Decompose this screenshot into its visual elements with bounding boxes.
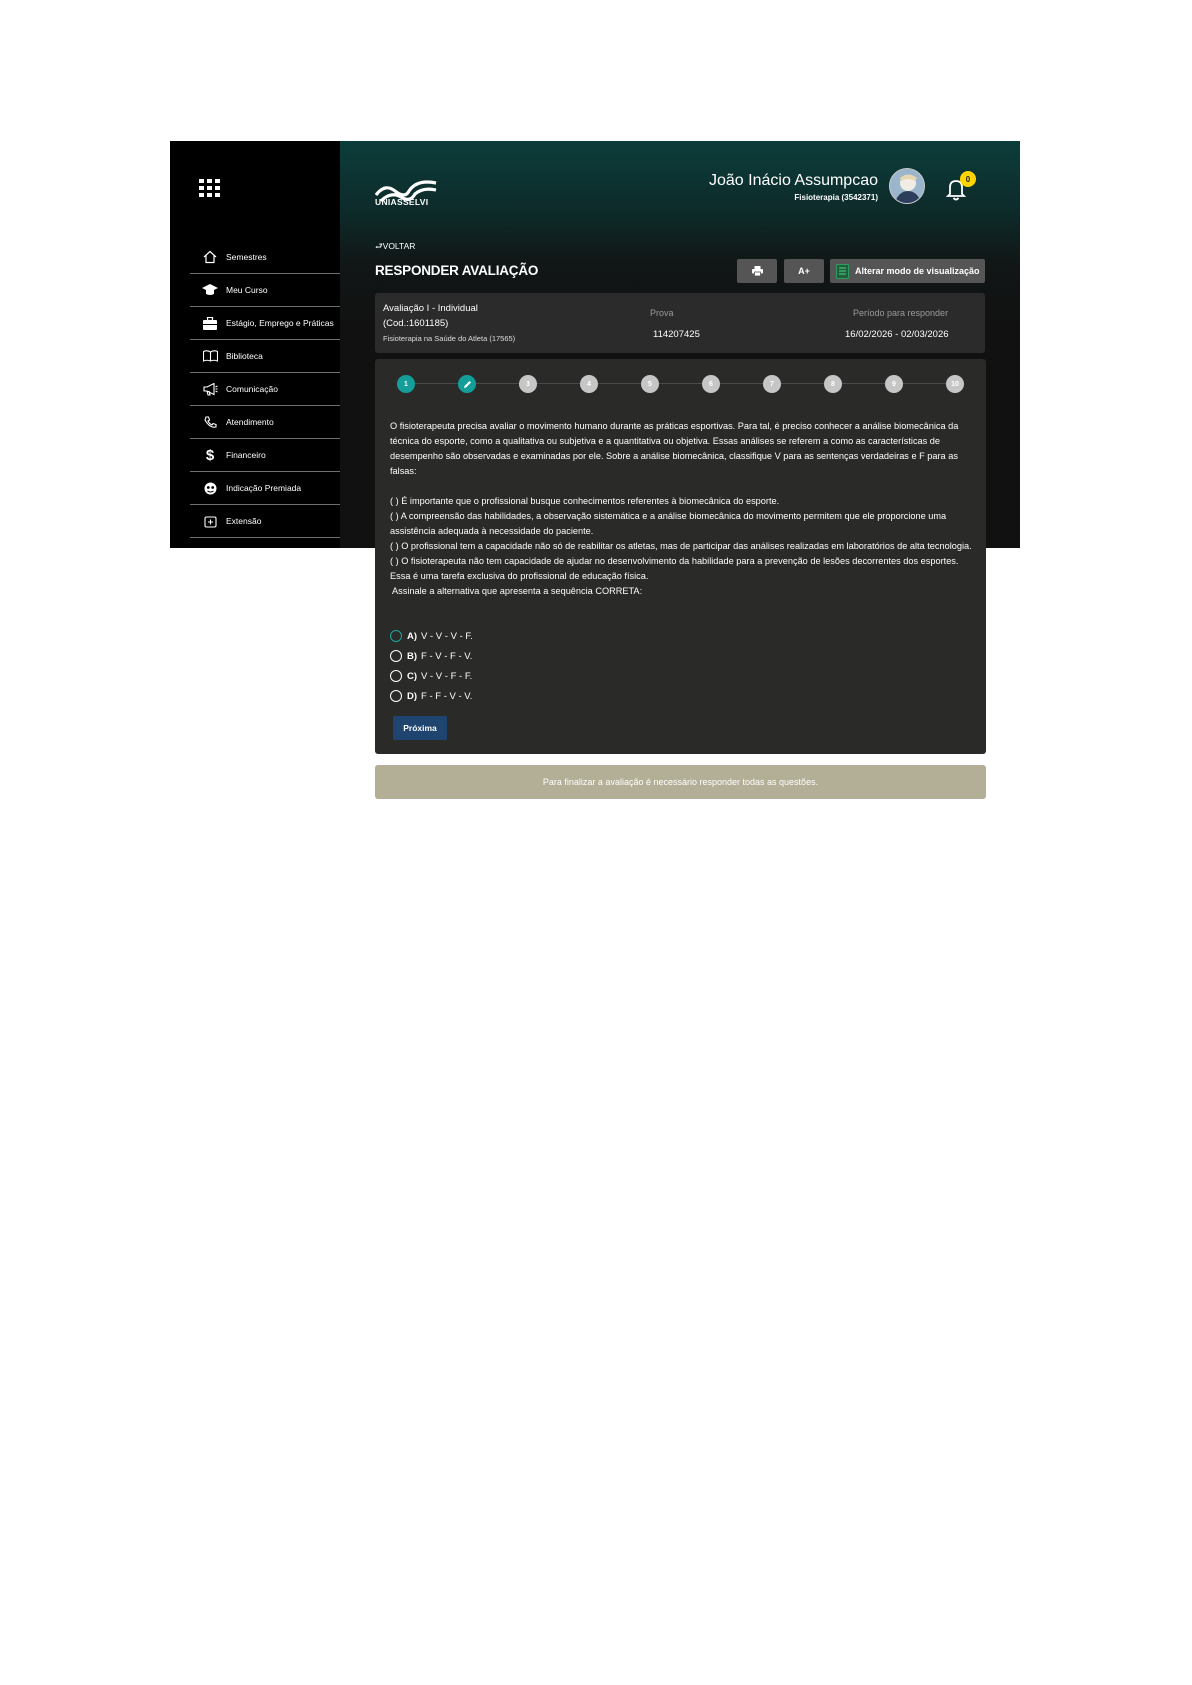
document-view-icon bbox=[836, 264, 849, 279]
referral-icon bbox=[202, 480, 218, 496]
step-5[interactable]: 5 bbox=[641, 375, 659, 393]
periodo-value: 16/02/2026 - 02/03/2026 bbox=[845, 329, 949, 340]
sidebar-item-label: Extensão bbox=[226, 516, 262, 526]
option-b[interactable]: B) F - V - F - V. bbox=[390, 646, 473, 666]
sidebar-item-label: Financeiro bbox=[226, 450, 266, 460]
sidebar-nav bbox=[190, 241, 341, 538]
page-title: RESPONDER AVALIAÇÃO bbox=[375, 263, 539, 278]
next-button[interactable]: Próxima bbox=[393, 716, 447, 740]
printer-icon bbox=[752, 266, 763, 276]
pencil-icon bbox=[463, 380, 472, 389]
sidebar-item-label: Comunicação bbox=[226, 384, 278, 394]
brand-name: UNIASSELVI bbox=[375, 197, 429, 207]
print-button[interactable] bbox=[737, 259, 777, 283]
assessment-info-card bbox=[375, 293, 985, 353]
sidebar-item-comunicacao[interactable] bbox=[190, 373, 341, 406]
radio-button[interactable] bbox=[390, 690, 402, 702]
increase-font-button[interactable]: A+ bbox=[784, 259, 824, 283]
radio-button[interactable] bbox=[390, 630, 402, 642]
sidebar-item-estagio[interactable] bbox=[190, 307, 341, 340]
stepper-line bbox=[405, 383, 956, 384]
radio-button[interactable] bbox=[390, 670, 402, 682]
periodo-label: Período para responder bbox=[853, 308, 949, 318]
view-mode-label: Alterar modo de visualização bbox=[855, 266, 980, 276]
assessment-code: (Cod.:1601185) bbox=[383, 318, 449, 329]
discipline-name: Fisioterapia na Saúde do Atleta (17565) bbox=[383, 334, 516, 343]
question-stepper bbox=[397, 373, 964, 395]
prova-value: 114207425 bbox=[653, 329, 700, 340]
question-card bbox=[375, 359, 986, 754]
option-d[interactable]: D) F - F - V - V. bbox=[390, 686, 473, 706]
statement-2: ( ) A compreensão das habilidades, a observação sistemática e a análise biomecânica do movimento permitem que ele proporcione uma assistência adequada à necessidade do paciente. bbox=[390, 511, 947, 536]
sidebar-item-atendimento[interactable] bbox=[190, 406, 341, 439]
back-label: VOLTAR bbox=[382, 241, 416, 251]
sidebar-item-label: Meu Curso bbox=[226, 285, 268, 295]
step-1[interactable]: 1 bbox=[397, 375, 415, 393]
user-course: Fisioterapia (3542371) bbox=[794, 193, 878, 202]
question-prompt: Assinale a alternativa que apresenta a sequência CORRETA: bbox=[390, 586, 643, 596]
assessment-title: Avaliação I - Individual bbox=[383, 303, 478, 314]
sidebar-item-label: Atendimento bbox=[226, 417, 274, 427]
sidebar-item-financeiro[interactable] bbox=[190, 439, 341, 472]
back-link[interactable] bbox=[375, 241, 415, 255]
answer-options bbox=[390, 626, 473, 706]
step-7[interactable]: 7 bbox=[763, 375, 781, 393]
sidebar-item-indicacao[interactable] bbox=[190, 472, 341, 505]
step-8[interactable]: 8 bbox=[824, 375, 842, 393]
statement-4: ( ) O fisioterapeuta não tem capacidade de ajudar no desenvolvimento da habilidade para a prevenção de lesões decorrentes dos esportes. Essa é uma tarefa exclusiva do profissional de educação física. bbox=[390, 556, 959, 581]
step-3[interactable]: 3 bbox=[519, 375, 537, 393]
step-10[interactable]: 10 bbox=[946, 375, 964, 393]
sidebar-item-extensao[interactable] bbox=[190, 505, 341, 538]
phone-icon bbox=[202, 414, 218, 430]
question-intro: O fisioterapeuta precisa avaliar o movimento humano durante as práticas esportivas. Para tal, é preciso conhecer a análise biomecânica da técnica do esporte, como a qualitativa ou subjetiva e a quantitativa ou objetiva. Essas análises se referem a como as características de desempenho são observadas e examinadas por ele. Sobre a análise biomecânica, classifique V para as sentenças verdadeiras e F para as falsas: bbox=[390, 421, 959, 476]
return-arrow-icon: ⮐ bbox=[375, 241, 383, 251]
sidebar-item-meu-curso[interactable] bbox=[190, 274, 341, 307]
step-2-current[interactable] bbox=[458, 375, 476, 393]
sidebar-item-label: Estágio, Emprego e Práticas bbox=[226, 318, 334, 328]
step-9[interactable]: 9 bbox=[885, 375, 903, 393]
sidebar bbox=[170, 141, 340, 548]
statement-1: ( ) É importante que o profissional busque conhecimentos referentes à biomecânica do esporte. bbox=[390, 496, 780, 506]
notification-badge: 0 bbox=[960, 171, 976, 187]
step-6[interactable]: 6 bbox=[702, 375, 720, 393]
sidebar-item-label: Indicação Premiada bbox=[226, 483, 302, 493]
finish-notice: Para finalizar a avaliação é necessário responder todas as questões. bbox=[375, 765, 986, 799]
sidebar-item-biblioteca[interactable] bbox=[190, 340, 341, 373]
question-text bbox=[390, 419, 980, 599]
radio-button[interactable] bbox=[390, 650, 402, 662]
apps-grid-icon[interactable] bbox=[199, 179, 220, 197]
sidebar-item-label: Biblioteca bbox=[226, 351, 263, 361]
home-icon bbox=[202, 249, 218, 265]
user-name[interactable]: João Inácio Assumpcao bbox=[709, 172, 878, 189]
option-a[interactable]: A) V - V - V - F. bbox=[390, 626, 473, 646]
step-4[interactable]: 4 bbox=[580, 375, 598, 393]
graduation-cap-icon bbox=[202, 282, 218, 298]
option-c[interactable]: C) V - V - F - F. bbox=[390, 666, 473, 686]
avatar[interactable] bbox=[889, 168, 925, 204]
statement-3: ( ) O profissional tem a capacidade não só de reabilitar os atletas, mas de participar das análises realizadas em laboratórios de alta tecnologia. bbox=[390, 541, 972, 551]
extension-icon bbox=[202, 513, 218, 529]
megaphone-icon bbox=[202, 381, 218, 397]
prova-label: Prova bbox=[650, 308, 674, 318]
book-icon bbox=[202, 348, 218, 364]
sidebar-item-semestres[interactable] bbox=[190, 241, 341, 274]
sidebar-item-label: Semestres bbox=[226, 252, 267, 262]
briefcase-icon bbox=[202, 315, 218, 331]
view-mode-button[interactable] bbox=[830, 259, 985, 283]
dollar-icon: $ bbox=[205, 446, 215, 464]
